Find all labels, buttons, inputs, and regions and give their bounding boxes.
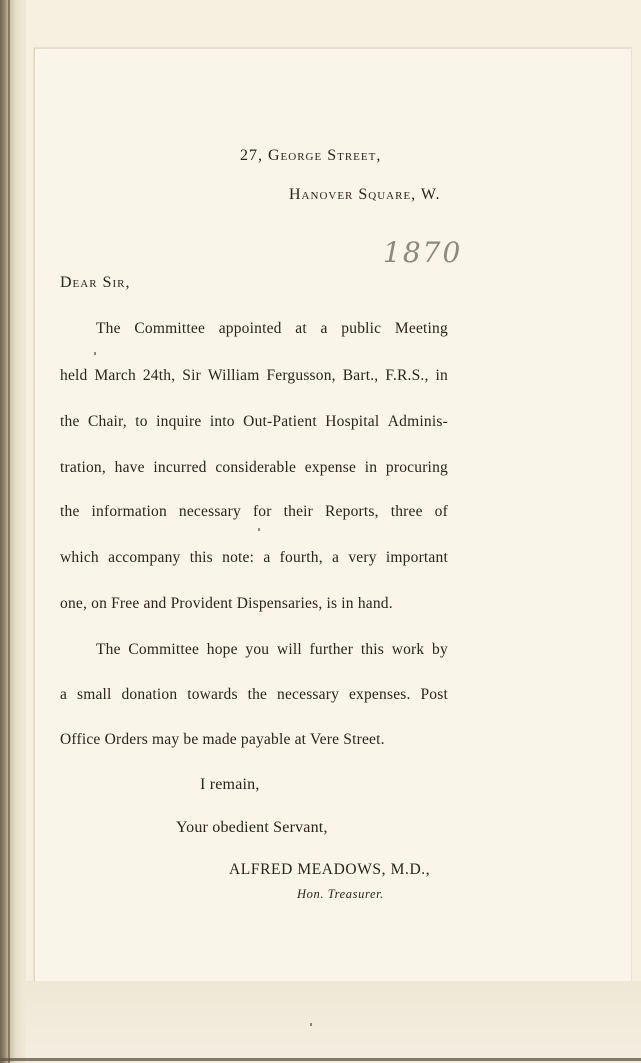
word: a xyxy=(263,549,271,566)
word: Sir xyxy=(182,367,201,384)
word: small xyxy=(76,686,112,703)
address-line-2: Hanover Square, W. xyxy=(289,186,441,203)
body-line-1 xyxy=(96,320,448,338)
body-line-6 xyxy=(60,549,448,567)
word: have xyxy=(114,459,145,476)
ink-speck xyxy=(310,1023,312,1026)
binding-edge-line xyxy=(8,0,10,1063)
body-line-7: one, on Free and Provident Dispensaries, is in hand. xyxy=(60,595,393,612)
word: Committee xyxy=(134,320,206,337)
word: considerable xyxy=(215,459,297,476)
word: expense xyxy=(304,459,357,476)
word: towards xyxy=(187,686,238,703)
body-line-5 xyxy=(60,503,448,521)
word: for xyxy=(252,503,272,520)
handwritten-note: 1870 xyxy=(383,236,463,269)
word: you xyxy=(245,641,270,658)
word: of xyxy=(434,503,448,520)
word: Bart., xyxy=(342,367,379,384)
body-line-10: Office Orders may be made payable at Vere Street. xyxy=(60,731,385,748)
word: Committee xyxy=(128,641,200,658)
body-line-8 xyxy=(96,641,448,659)
word: Reports, xyxy=(325,503,379,520)
word: fourth, xyxy=(279,549,323,566)
word: Out-Patient xyxy=(243,413,317,430)
ink-speck xyxy=(94,352,96,355)
word: F.R.S., xyxy=(385,367,429,384)
word: necessary xyxy=(277,686,340,703)
word: 24th, xyxy=(142,367,176,384)
word: their xyxy=(283,503,314,520)
word: held xyxy=(60,367,88,384)
word: necessary xyxy=(178,503,241,520)
word: the xyxy=(247,686,268,703)
word: a xyxy=(320,320,328,337)
word: work xyxy=(391,641,425,658)
word: a xyxy=(60,686,68,703)
signature-name: ALFRED MEADOWS, M.D., xyxy=(229,861,431,878)
word: information xyxy=(91,503,167,520)
word: Hospital xyxy=(325,413,380,430)
word: hope xyxy=(206,641,238,658)
word: by xyxy=(432,641,448,658)
word: into xyxy=(209,413,235,430)
address-line-1: 27, George Street, xyxy=(240,147,382,164)
ink-speck xyxy=(258,528,260,531)
word: three xyxy=(390,503,423,520)
word: appointed xyxy=(218,320,282,337)
word: Fergusson, xyxy=(266,367,336,384)
word: this xyxy=(189,549,213,566)
word: donation xyxy=(121,686,178,703)
word: note: xyxy=(222,549,255,566)
body-line-9 xyxy=(60,686,448,704)
word: The xyxy=(96,320,121,337)
word: tration, xyxy=(60,459,106,476)
word: William xyxy=(207,367,260,384)
word: which xyxy=(60,549,99,566)
page-bottom-margin xyxy=(26,981,641,1063)
body-line-3 xyxy=(60,413,448,431)
word: the xyxy=(60,413,80,430)
word: this xyxy=(360,641,385,658)
word: Chair, xyxy=(87,413,127,430)
word: at xyxy=(295,320,307,337)
word: inquire xyxy=(156,413,202,430)
closing-servant: Your obedient Servant, xyxy=(176,819,328,836)
word: March xyxy=(94,367,136,384)
word: a xyxy=(332,549,340,566)
salutation: Dear Sir, xyxy=(60,274,131,291)
word: procuring xyxy=(385,459,448,476)
word: Meeting xyxy=(394,320,448,337)
word: will xyxy=(276,641,302,658)
word: important xyxy=(385,549,448,566)
word: to xyxy=(135,413,148,430)
word: further xyxy=(309,641,354,658)
signatory-title: Hon. Treasurer. xyxy=(297,887,384,901)
word: Adminis- xyxy=(387,413,448,430)
closing-remain: I remain, xyxy=(200,776,260,793)
binding-gutter xyxy=(0,0,26,1063)
word: in xyxy=(364,459,378,476)
word: accompany xyxy=(108,549,181,566)
word: public xyxy=(341,320,382,337)
body-line-2 xyxy=(60,367,448,385)
bottom-edge-line xyxy=(0,1058,641,1061)
word: incurred xyxy=(153,459,207,476)
word: very xyxy=(348,549,377,566)
word: expenses. xyxy=(348,686,411,703)
word: The xyxy=(96,641,121,658)
word: the xyxy=(60,503,80,520)
word: in xyxy=(435,367,448,384)
word: Post xyxy=(420,686,448,703)
body-line-4 xyxy=(60,459,448,477)
